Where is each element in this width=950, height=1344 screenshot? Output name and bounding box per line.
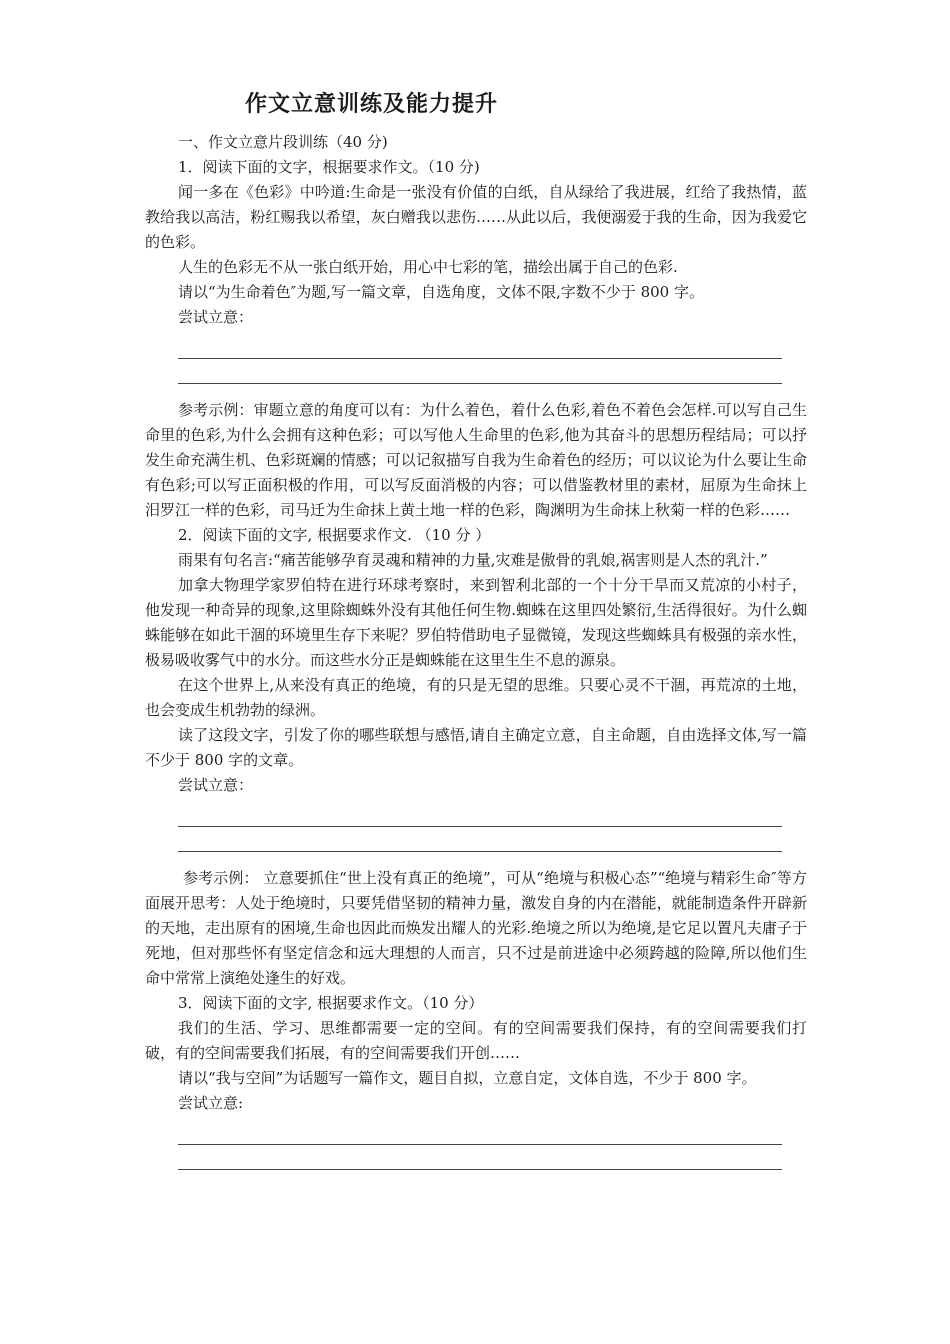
question-2-prompt: 读了这段文字，引发了你的哪些联想与感悟,请自主确定立意，自主命题，自由选择文体,写一篇不少于 800 字的文章。	[145, 726, 807, 769]
question-3-prompt: 请以“我与空间”为话题写一篇作文，题目自拟，立意自定，文体自选，不少于 800 字。	[178, 1069, 757, 1087]
question-2-reference: 参考示例： 立意要抓住“世上没有真正的绝境”，可从“绝境与积极心态”“绝境与精彩生命″等方面展开思考：人处于绝境时，只要凭借坚韧的精神力量，激发自身的内在潜能，就能制造条件开辟新的天地，走出原有的困境,生命也因此而焕发出耀人的光彩.绝境之所以为绝境,是它足以置凡夫庸子于死地，但对那些怀有坚定信念和远大理想的人而言，只不过是前进途中必须跨越的险障,所以他们生命中常常上演绝处逢生的好戏。	[145, 869, 807, 987]
answer-line	[178, 802, 782, 827]
answer-line	[178, 1120, 782, 1145]
answer-line	[178, 1145, 782, 1170]
question-3-answer-lines	[178, 1120, 782, 1170]
question-2-attempt-label: 尝试立意：	[178, 776, 254, 794]
document-page	[145, 90, 807, 1174]
question-2-heading: 2．阅读下面的文字, 根据要求作文. （10 分 ）	[178, 526, 491, 544]
question-2-paragraph-2: 加拿大物理学家罗伯特在进行环球考察时，来到智利北部的一个十分干旱而又荒凉的小村子，他发现一种奇异的现象,这里除蜘蛛外没有其他任何生物.蜘蛛在这里四处繁衍,生活得很好。为什么蜘蛛能够在如此干涸的环境里生存下来呢？罗伯特借助电子显微镜，发现这些蜘蛛具有极强的亲水性，极易吸收雾气中的水分。而这些水分正是蜘蛛能在这里生生不息的源泉。	[145, 576, 807, 669]
question-3-heading: 3．阅读下面的文字, 根据要求作文。（10 分）	[178, 994, 484, 1012]
question-1-paragraph-1: 闻一多在《色彩》中吟道:生命是一张没有价值的白纸，自从绿给了我进展，红给了我热情，蓝教给我以高洁，粉红赐我以希望，灰白赠我以悲伤……从此以后，我便溺爱于我的生命，因为我爱它的色彩。	[145, 183, 807, 251]
question-1-answer-lines	[178, 334, 782, 384]
question-3-paragraph-1: 我们的生活、学习、思维都需要一定的空间。有的空间需要我们保持，有的空间需要我们打破，有的空间需要我们拓展，有的空间需要我们开创……	[145, 1019, 807, 1062]
question-1-reference: 参考示例：审题立意的角度可以有：为什么着色，着什么色彩,着色不着色会怎样.可以写自己生命里的色彩,为什么会拥有这种色彩；可以写他人生命里的色彩,他为其奋斗的思想历程结局；可以抒发生命充满生机、色彩斑斓的情感；可以记叙描写自我为生命着色的经历；可以议论为什么要让生命有色彩;可以写正面积极的作用，可以写反面消极的内容；可以借鉴教材里的素材，屈原为生命抹上汨罗江一样的色彩，司马迁为生命抹上黄土地一样的色彩，陶渊明为生命抹上秋菊一样的色彩……	[145, 401, 807, 519]
question-1-paragraph-2: 人生的色彩无不从一张白纸开始，用心中七彩的笔，描绘出属于自己的色彩.	[178, 258, 678, 276]
question-1-attempt-label: 尝试立意：	[178, 308, 254, 326]
question-1-heading: 1．阅读下面的文字，根据要求作文。（10 分)	[178, 158, 480, 176]
document-title: 作文立意训练及能力提升	[245, 92, 499, 117]
question-2-answer-lines	[178, 802, 782, 852]
answer-line	[178, 334, 782, 359]
question-1-prompt: 请以“为生命着色″为题,写一篇文章，自选角度，文体不限,字数不少于 800 字。	[178, 283, 704, 301]
question-2-paragraph-3: 在这个世界上,从来没有真正的绝境，有的只是无望的思维。只要心灵不干涸，再荒凉的土地，也会变成生机勃勃的绿洲。	[145, 676, 807, 719]
question-3-attempt-label: 尝试立意:	[178, 1094, 244, 1112]
section-heading: 一、作文立意片段训练（40 分)	[178, 133, 388, 151]
answer-line	[178, 359, 782, 384]
question-2-paragraph-1: 雨果有句名言:“痛苦能够孕育灵魂和精神的力量,灾难是傲骨的乳娘,祸害则是人杰的乳汁.”	[178, 551, 768, 569]
answer-line	[178, 827, 782, 852]
